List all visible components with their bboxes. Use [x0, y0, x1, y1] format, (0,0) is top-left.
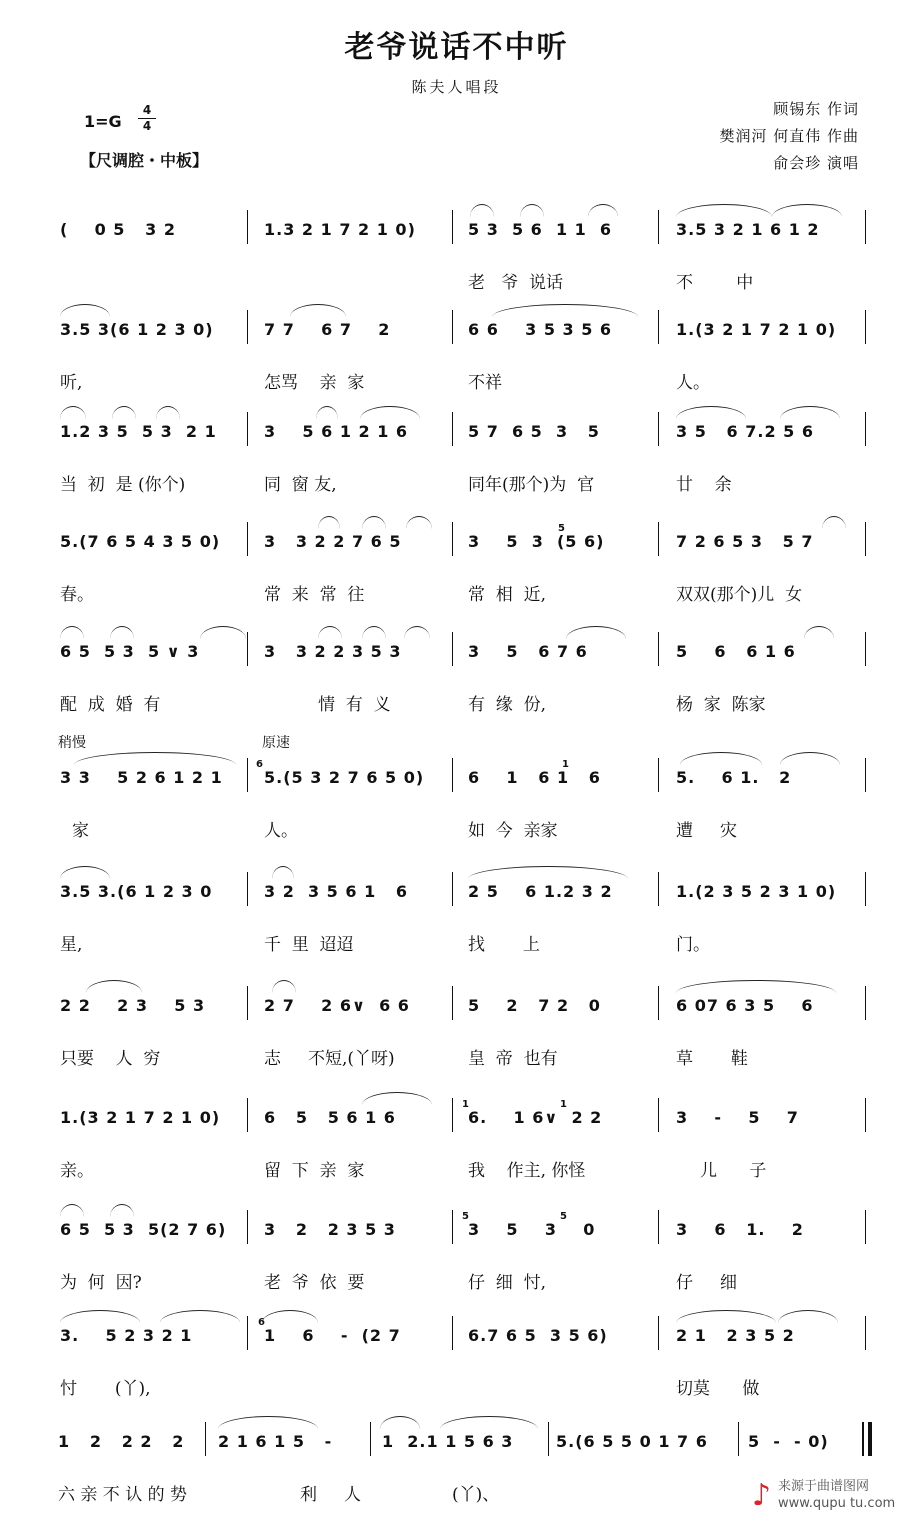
measure: 2 7 2 6∨ 6 6 [264, 996, 410, 1015]
measure: 3.5 3 2 1 6 1 2 [676, 220, 820, 239]
measure: 3.5 3.(6 1 2 3 0 [60, 882, 213, 901]
grace-note-mark: 5 [558, 523, 565, 534]
lyricist-credit: 顾锡东 作词 [773, 100, 859, 118]
lyric-line: 忖 (丫), [60, 1379, 151, 1399]
measure: 1 6 - (2 7 [264, 1326, 401, 1345]
staff-system-10 [0, 1210, 913, 1310]
lyric-line: 人。 [676, 373, 710, 393]
measure: 6 1 6 1 6 [468, 768, 601, 787]
lyric-line: 门。 [676, 935, 710, 955]
measure: 6. 1 6∨ 2 2 [468, 1108, 603, 1127]
lyric-line: 志 不短,(丫呀) [264, 1049, 395, 1069]
grace-note-mark: 1 [562, 759, 569, 770]
measure: 5.(6 5 5 0 1 7 6 [556, 1432, 708, 1451]
measure: 3 2 2 3 5 3 [264, 1220, 396, 1239]
lyric-line: 有 缘 份, [468, 695, 547, 715]
measure: 3 5 6 7.2 5 6 [676, 422, 814, 441]
lyric-line: (丫)、 [452, 1485, 500, 1505]
measure: 3 6 1. 2 [676, 1220, 804, 1239]
lyric-line: 为 何 因? [60, 1273, 142, 1293]
grace-note-mark: 1 [462, 1099, 469, 1110]
meter-top: 4 [142, 103, 152, 117]
lyric-line: 同年(那个)为 官 [468, 475, 595, 495]
staff-system-5 [0, 632, 913, 732]
singer-credit: 俞会珍 演唱 [773, 154, 859, 172]
lyric-line: 廿 余 [676, 475, 732, 495]
measure: 2 1 2 3 5 2 [676, 1326, 795, 1345]
lyric-line: 老 爷 依 要 [264, 1273, 365, 1293]
measure: 1.(2 3 5 2 3 1 0) [676, 882, 837, 901]
measure: 5 3 5 6 1 1 6 [468, 220, 613, 239]
lyric-line: 常 来 常 往 [264, 585, 365, 605]
measure: 3 5 6 7 6 [468, 642, 588, 661]
mode-label: 【尺调腔・中板】 [80, 151, 209, 170]
measure: 3 5 3 (5 6) [468, 532, 605, 551]
measure: 5 6 6 1 6 [676, 642, 796, 661]
staff-system-3 [0, 412, 913, 512]
staff-system-8 [0, 986, 913, 1086]
lyric-line: 如 今 亲家 [468, 821, 558, 841]
lyric-line: 儿 子 [700, 1161, 767, 1181]
lyric-line: 仔 细 忖, [468, 1273, 547, 1293]
measure: 7 7 6 7 2 [264, 320, 391, 339]
measure: 6.7 6 5 3 5 6) [468, 1326, 608, 1345]
song-subtitle: 陈夫人唱段 [411, 78, 502, 96]
measure: 6 5 5 6 1 6 [264, 1108, 396, 1127]
grace-note-mark: 6 [258, 1317, 265, 1328]
lyric-line: 人。 [264, 821, 298, 841]
measure: 5 - - 0) [748, 1432, 829, 1451]
lyric-line: 杨 家 陈家 [676, 695, 766, 715]
tempo-mark-slower: 稍慢 [58, 735, 86, 751]
tempo-mark-original: 原速 [262, 735, 290, 751]
measure: 5 2 7 2 0 [468, 996, 601, 1015]
lyric-line: 遭 灾 [676, 821, 738, 841]
watermark-url: www.qupu tu.com [778, 1496, 896, 1511]
measure: 7 2 6 5 3 5 7 [676, 532, 814, 551]
lyric-line: 当 初 是 (你个) [60, 475, 186, 495]
measure: 2 1 6 1 5 - [218, 1432, 333, 1451]
lyric-line: 仔 细 [676, 1273, 738, 1293]
staff-system-9 [0, 1098, 913, 1198]
lyric-line: 老 爷 说话 [468, 273, 564, 293]
grace-note-mark: 1 [560, 1099, 567, 1110]
lyric-line: 只要 人 穷 [60, 1049, 161, 1069]
song-title: 老爷说话不中听 [344, 30, 569, 65]
measure: 3. 5 2 3 2 1 [60, 1326, 193, 1345]
lyric-line: 留 下 亲 家 [264, 1161, 365, 1181]
grace-note-mark: 5 [560, 1211, 567, 1222]
lyric-line: 家 [72, 821, 89, 841]
measure: 2 5 6 1.2 3 2 [468, 882, 613, 901]
measure: 1.3 2 1 7 2 1 0) [264, 220, 416, 239]
measure: 3 - 5 7 [676, 1108, 799, 1127]
measure: 6 6 3 5 3 5 6 [468, 320, 613, 339]
staff-system-4 [0, 522, 913, 622]
watermark [778, 1478, 895, 1512]
lyric-line: 我 作主, 你怪 [468, 1161, 586, 1181]
measure: 1.2 3 5 5 3 2 1 [60, 422, 217, 441]
measure: 1 2.1 1 5 6 3 [382, 1432, 514, 1451]
measure: 3 3 2 2 7 6 5 [264, 532, 402, 551]
lyric-line: 找 上 [468, 935, 540, 955]
measure: 5 7 6 5 3 5 [468, 422, 600, 441]
staff-system-11 [0, 1316, 913, 1416]
staff-system-1 [0, 210, 913, 310]
lyric-line: 切莫 做 [676, 1379, 760, 1399]
grace-note-mark: 6 [256, 759, 263, 770]
measure: 3 3 5 2 6 1 2 1 [60, 768, 223, 787]
lyric-line: 亲。 [60, 1161, 94, 1181]
measure: 5.(7 6 5 4 3 5 0) [60, 532, 221, 551]
watermark-site-name: 来源于曲谱图网 [778, 1479, 870, 1494]
measure: 5. 6 1. 2 [676, 768, 792, 787]
lyric-line: 皇 帝 也有 [468, 1049, 558, 1069]
lyric-line: 常 相 近, [468, 585, 547, 605]
measure: 6 5 5 3 5 ∨ 3 [60, 642, 200, 661]
measure: 1 2 2 2 2 [58, 1432, 185, 1451]
key-signature: 1=G [84, 112, 122, 131]
staff-system-2 [0, 310, 913, 410]
measure: 6 07 6 3 5 6 [676, 996, 814, 1015]
measure: ( 0 5 3 2 [60, 220, 176, 239]
measure: 3.5 3(6 1 2 3 0) [60, 320, 214, 339]
measure: 3 5 3 0 [468, 1220, 596, 1239]
staff-system-7 [0, 872, 913, 972]
lyric-line: 怎骂 亲 家 [264, 373, 365, 393]
measure: 2 2 2 3 5 3 [60, 996, 206, 1015]
lyric-line: 配 成 婚 有 [60, 695, 161, 715]
lyric-line: 六 亲 不 认 的 势 [58, 1485, 188, 1505]
measure: 3 2 3 5 6 1 6 [264, 882, 409, 901]
lyric-line: 星, [60, 935, 83, 955]
time-signature [138, 104, 156, 133]
staff-system-6 [0, 735, 913, 858]
credits [719, 96, 859, 177]
measure: 1.(3 2 1 7 2 1 0) [60, 1108, 221, 1127]
lyric-line: 情 有 义 [318, 695, 391, 715]
lyric-line: 听, [60, 373, 83, 393]
composer-credit: 樊润河 何直伟 作曲 [719, 127, 859, 145]
lyric-line: 草 鞋 [676, 1049, 748, 1069]
lyric-line: 千 里 迢迢 [264, 935, 354, 955]
lyric-line: 春。 [60, 585, 94, 605]
lyric-line: 同 窗 友, [264, 475, 337, 495]
lyric-line: 不 中 [676, 273, 754, 293]
measure: 1.(3 2 1 7 2 1 0) [676, 320, 837, 339]
meter-bottom: 4 [142, 119, 152, 133]
lyric-line: 双双(那个)儿 女 [676, 585, 803, 605]
measure: 3 3 2 2 3 5 3 [264, 642, 402, 661]
staff-system-12 [0, 1422, 913, 1522]
music-note-logo-icon: ♪ [752, 1478, 772, 1513]
grace-note-mark: 5 [462, 1211, 469, 1222]
lyric-line: 利 人 [300, 1485, 362, 1505]
measure: 6 5 5 3 5(2 7 6) [60, 1220, 227, 1239]
measure: 5.(5 3 2 7 6 5 0) [264, 768, 425, 787]
lyric-line: 不祥 [468, 373, 502, 393]
measure: 3 5 6 1 2 1 6 [264, 422, 409, 441]
